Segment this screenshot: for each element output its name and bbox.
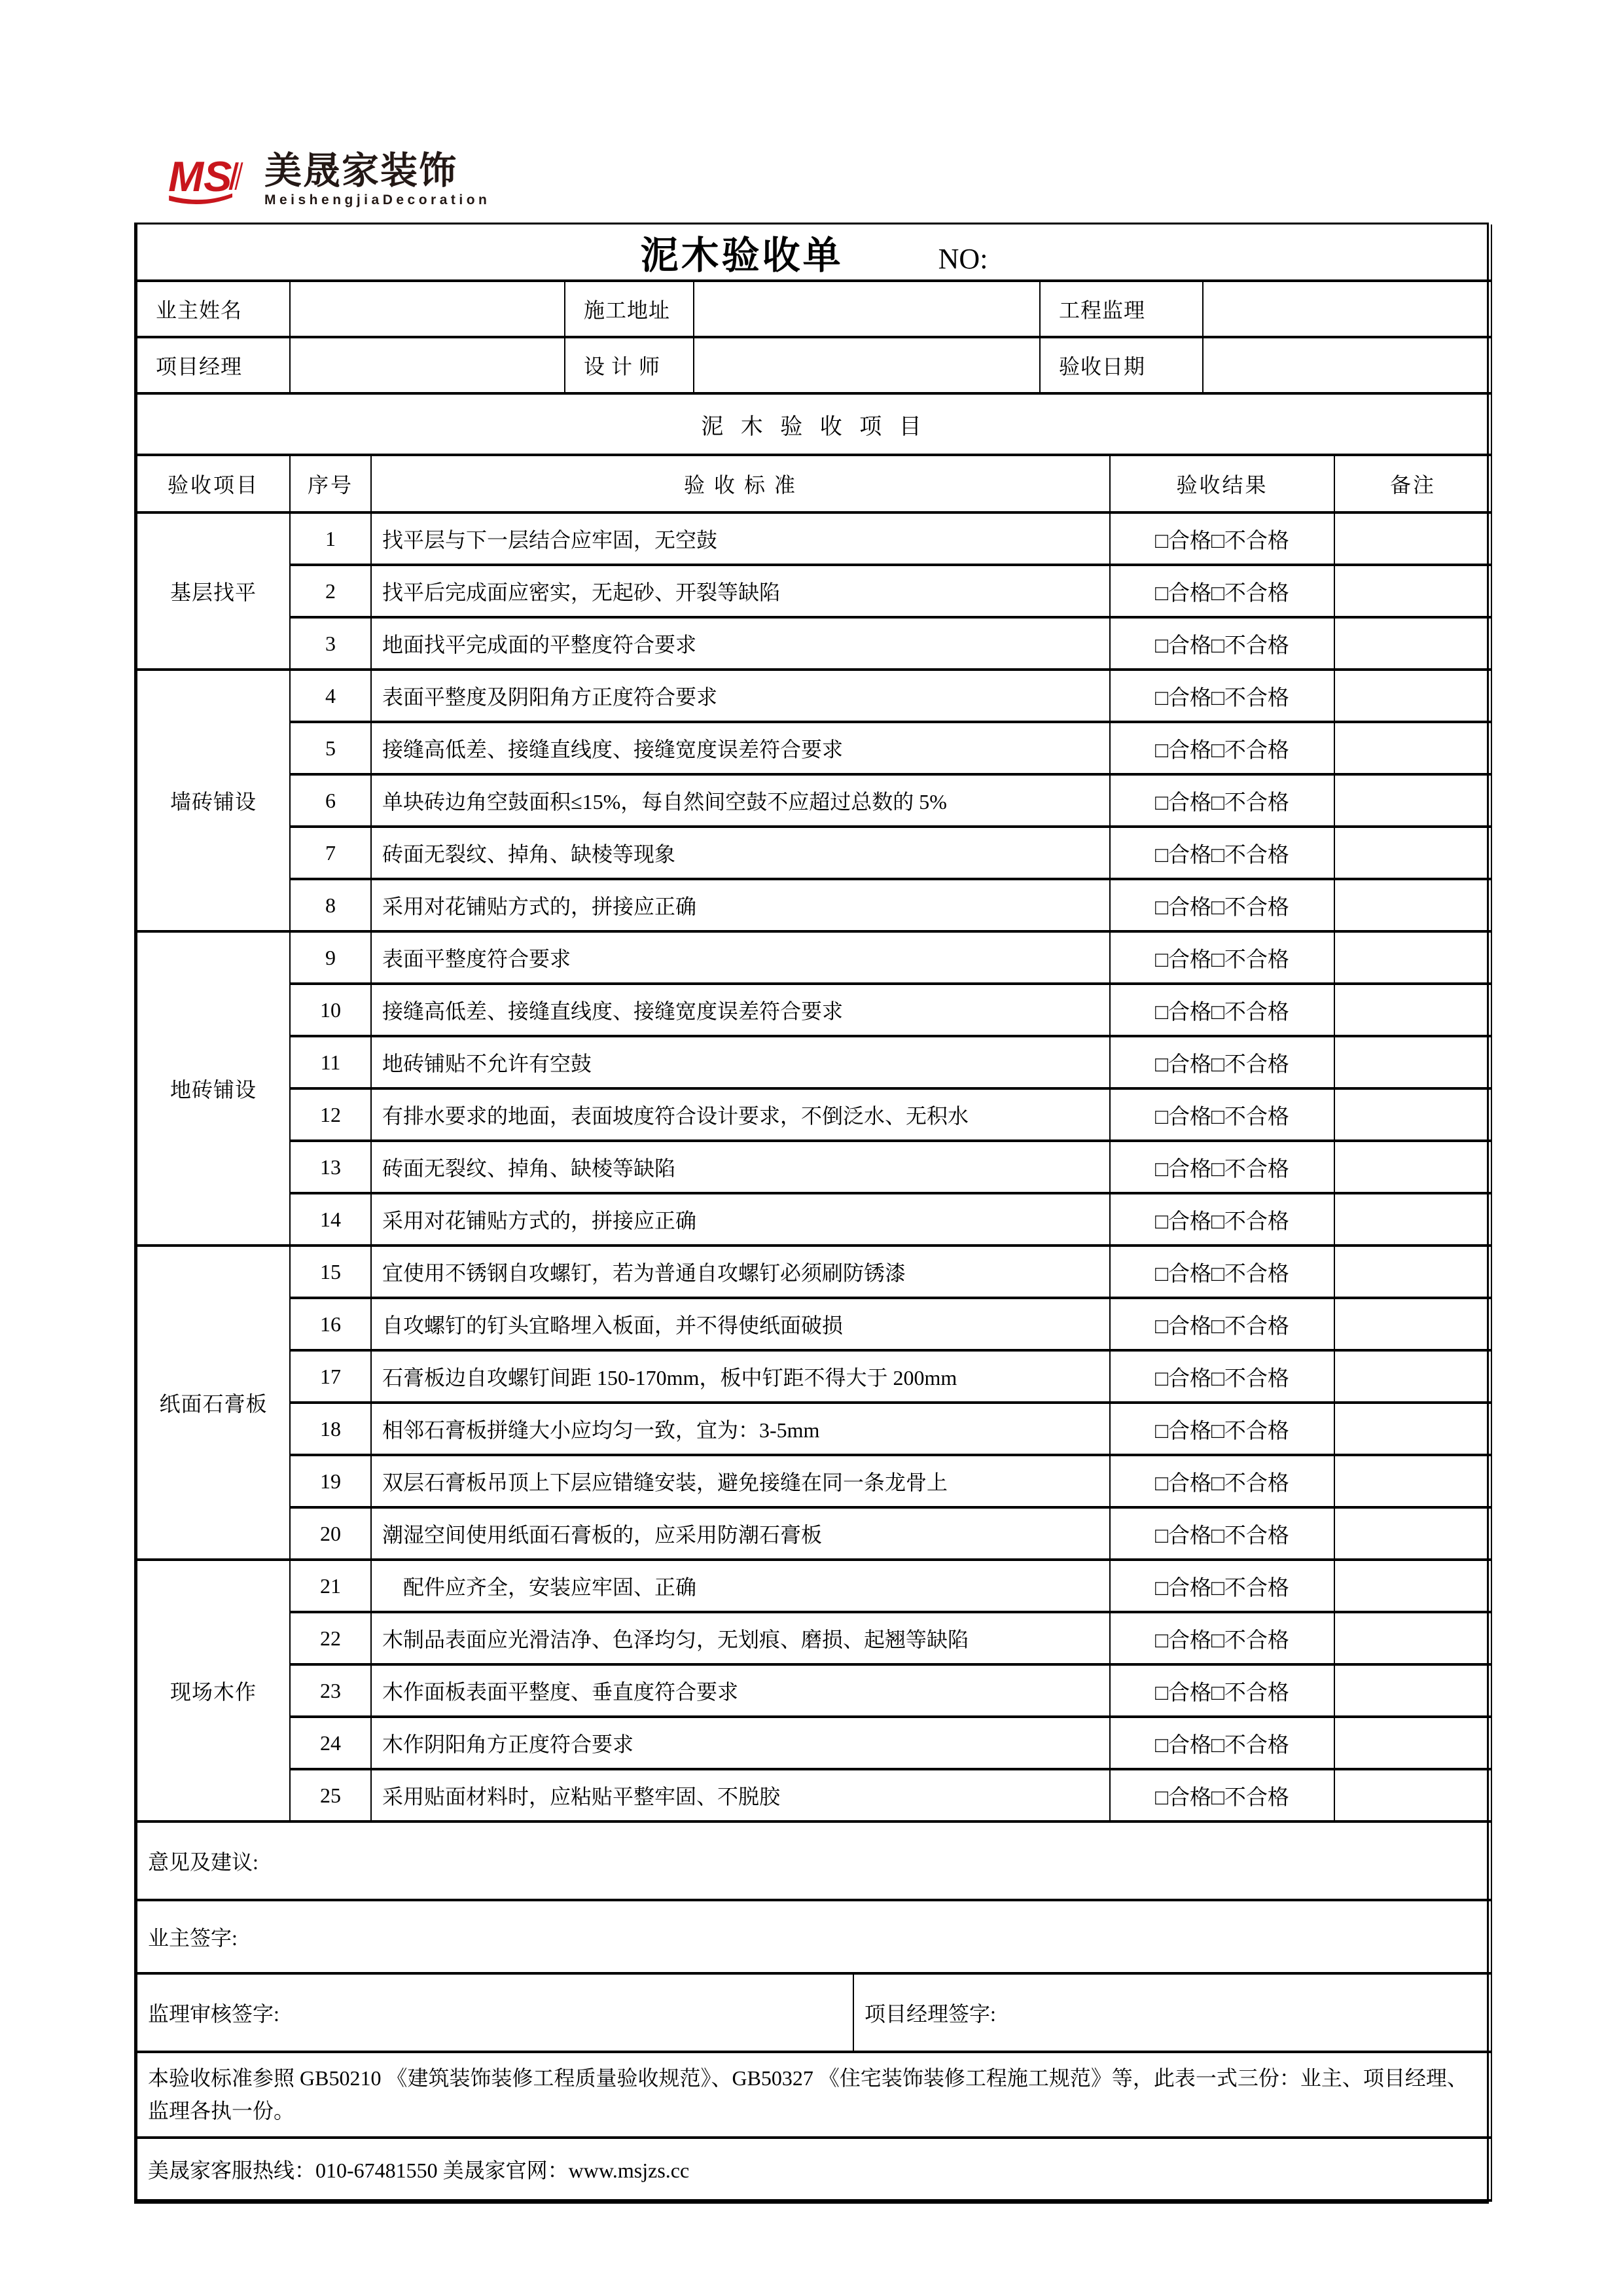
result-options: □合格□不合格 <box>1110 1298 1334 1350</box>
result-options: □合格□不合格 <box>1110 1717 1334 1769</box>
checklist-row <box>137 1246 1491 1298</box>
info-value-cell <box>290 337 565 393</box>
item-number: 2 <box>290 565 371 617</box>
standard-text: 地砖铺贴不允许有空鼓 <box>371 1036 1110 1088</box>
standard-text: 石膏板边自攻螺钉间距 150-170mm，板中钉距不得大于 200mm <box>371 1350 1110 1403</box>
standard-text: 潮湿空间使用纸面石膏板的，应采用防潮石膏板 <box>371 1507 1110 1560</box>
item-number: 18 <box>290 1403 371 1455</box>
remark-cell <box>1334 565 1491 617</box>
standard-text: 采用对花铺贴方式的，拼接应正确 <box>371 879 1110 931</box>
result-options: □合格□不合格 <box>1110 1769 1334 1821</box>
info-value-cell <box>1203 281 1491 337</box>
checklist-row <box>137 1507 1491 1560</box>
checklist-row <box>137 1560 1491 1612</box>
item-number: 22 <box>290 1612 371 1664</box>
section-label: 现场木作 <box>137 1560 290 1821</box>
result-options: □合格□不合格 <box>1110 512 1334 565</box>
col-header-no: 序号 <box>290 455 371 512</box>
result-options: □合格□不合格 <box>1110 1141 1334 1193</box>
item-number: 25 <box>290 1769 371 1821</box>
remark-cell <box>1334 879 1491 931</box>
checklist-row <box>137 1036 1491 1088</box>
standard-text: 单块砖边角空鼓面积≤15%，每自然间空鼓不应超过总数的 5% <box>371 774 1110 827</box>
checklist-row <box>137 722 1491 774</box>
standard-text: 找平后完成面应密实，无起砂、开裂等缺陷 <box>371 565 1110 617</box>
item-number: 4 <box>290 670 371 722</box>
item-number: 7 <box>290 827 371 879</box>
item-number: 9 <box>290 931 371 984</box>
remark-cell <box>1334 827 1491 879</box>
result-options: □合格□不合格 <box>1110 1350 1334 1403</box>
standard-text: 有排水要求的地面，表面坡度符合设计要求，不倒泛水、无积水 <box>371 1088 1110 1141</box>
info-value-cell <box>290 281 565 337</box>
info-label: 施工地址 <box>565 281 694 337</box>
standard-text: 表面平整度及阴阳角方正度符合要求 <box>371 670 1110 722</box>
section-label: 墙砖铺设 <box>137 670 290 931</box>
remark-cell <box>1334 1403 1491 1455</box>
item-number: 20 <box>290 1507 371 1560</box>
result-options: □合格□不合格 <box>1110 879 1334 931</box>
footer-table <box>136 1823 1492 2202</box>
pm-signature-label: 项目经理签字: <box>853 1973 1491 2052</box>
checklist-row <box>137 512 1491 565</box>
form-title: 泥木验收单 <box>640 234 844 277</box>
standard-text: 双层石膏板吊顶上下层应错缝安装，避免接缝在同一条龙骨上 <box>371 1455 1110 1507</box>
remark-cell <box>1334 1298 1491 1350</box>
result-options: □合格□不合格 <box>1110 1193 1334 1246</box>
standard-text: 自攻螺钉的钉头宜略埋入板面，并不得使纸面破损 <box>371 1298 1110 1350</box>
remark-cell <box>1334 1507 1491 1560</box>
result-options: □合格□不合格 <box>1110 827 1334 879</box>
item-number: 1 <box>290 512 371 565</box>
standard-text: 木作面板表面平整度、垂直度符合要求 <box>371 1664 1110 1717</box>
signatures-row <box>137 1973 1491 2052</box>
remark-cell <box>1334 670 1491 722</box>
logo-mark-icon <box>168 147 254 211</box>
item-number: 17 <box>290 1350 371 1403</box>
result-options: □合格□不合格 <box>1110 1246 1334 1298</box>
standard-text: 接缝高低差、接缝直线度、接缝宽度误差符合要求 <box>371 984 1110 1036</box>
reference-note: 本验收标准参照 GB50210 《建筑装饰装修工程质量验收规范》、GB50327 《住宅装饰装修工程施工规范》等，此表一式三份：业主、项目经理、监理各执一份。 <box>137 2052 1491 2138</box>
section-label: 地砖铺设 <box>137 931 290 1246</box>
remark-cell <box>1334 1193 1491 1246</box>
checklist-row <box>137 1298 1491 1350</box>
hotline-row <box>137 2138 1491 2200</box>
info-value-cell <box>694 337 1040 393</box>
remark-cell <box>1334 1246 1491 1298</box>
remark-cell <box>1334 1141 1491 1193</box>
section-banner: 泥 木 验 收 项 目 <box>137 395 1491 455</box>
col-header-standard: 验 收 标 准 <box>371 455 1110 512</box>
info-label: 项目经理 <box>137 337 290 393</box>
result-options: □合格□不合格 <box>1110 1088 1334 1141</box>
remark-cell <box>1334 617 1491 670</box>
item-number: 11 <box>290 1036 371 1088</box>
info-label: 设 计 师 <box>565 337 694 393</box>
item-number: 10 <box>290 984 371 1036</box>
checklist-table <box>136 395 1492 1823</box>
remark-cell <box>1334 931 1491 984</box>
checklist-row <box>137 879 1491 931</box>
standard-text: 表面平整度符合要求 <box>371 931 1110 984</box>
suggestions-label: 意见及建议: <box>137 1823 1491 1900</box>
item-number: 8 <box>290 879 371 931</box>
col-header-remark: 备注 <box>1334 455 1491 512</box>
checklist-row <box>137 1350 1491 1403</box>
title-info-table <box>136 224 1492 395</box>
result-options: □合格□不合格 <box>1110 1507 1334 1560</box>
result-options: □合格□不合格 <box>1110 931 1334 984</box>
info-row <box>137 337 1491 393</box>
owner-signature-row <box>137 1900 1491 1973</box>
standard-text: 相邻石膏板拼缝大小应均匀一致，宜为：3-5mm <box>371 1403 1110 1455</box>
checklist-row <box>137 1455 1491 1507</box>
checklist-row <box>137 1612 1491 1664</box>
svg-text:MS: MS <box>168 152 232 201</box>
checklist-row <box>137 565 1491 617</box>
checklist-row <box>137 1403 1491 1455</box>
item-number: 5 <box>290 722 371 774</box>
result-options: □合格□不合格 <box>1110 722 1334 774</box>
item-number: 14 <box>290 1193 371 1246</box>
company-logo <box>168 145 1623 213</box>
column-header-row <box>137 455 1491 512</box>
remark-cell <box>1334 984 1491 1036</box>
acceptance-form <box>134 223 1489 2204</box>
checklist-row <box>137 1769 1491 1821</box>
supervisor-signature-label: 监理审核签字: <box>137 1973 853 2052</box>
checklist-row <box>137 1141 1491 1193</box>
reference-note-row <box>137 2052 1491 2138</box>
result-options: □合格□不合格 <box>1110 1455 1334 1507</box>
remark-cell <box>1334 1769 1491 1821</box>
checklist-row <box>137 931 1491 984</box>
checklist-row <box>137 670 1491 722</box>
result-options: □合格□不合格 <box>1110 984 1334 1036</box>
remark-cell <box>1334 1717 1491 1769</box>
result-options: □合格□不合格 <box>1110 617 1334 670</box>
standard-text: 接缝高低差、接缝直线度、接缝宽度误差符合要求 <box>371 722 1110 774</box>
info-value-cell <box>1203 337 1491 393</box>
item-number: 6 <box>290 774 371 827</box>
checklist-row <box>137 1088 1491 1141</box>
result-options: □合格□不合格 <box>1110 1560 1334 1612</box>
checklist-row <box>137 774 1491 827</box>
standard-text: 配件应齐全，安装应牢固、正确 <box>371 1560 1110 1612</box>
info-label: 验收日期 <box>1040 337 1203 393</box>
info-row <box>137 281 1491 337</box>
standard-text: 采用贴面材料时，应粘贴平整牢固、不脱胶 <box>371 1769 1110 1821</box>
checklist-row <box>137 827 1491 879</box>
standard-text: 找平层与下一层结合应牢固，无空鼓 <box>371 512 1110 565</box>
result-options: □合格□不合格 <box>1110 565 1334 617</box>
checklist-row <box>137 984 1491 1036</box>
section-banner-row <box>137 395 1491 455</box>
info-label: 业主姓名 <box>137 281 290 337</box>
company-name-en: MeishengjiaDecoration <box>264 192 491 207</box>
standard-text: 砖面无裂纹、掉角、缺棱等现象 <box>371 827 1110 879</box>
info-value-cell <box>694 281 1040 337</box>
standard-text: 地面找平完成面的平整度符合要求 <box>371 617 1110 670</box>
company-name: 美晟家装饰 <box>264 149 457 192</box>
result-options: □合格□不合格 <box>1110 1036 1334 1088</box>
remark-cell <box>1334 1612 1491 1664</box>
section-label: 纸面石膏板 <box>137 1246 290 1560</box>
result-options: □合格□不合格 <box>1110 670 1334 722</box>
standard-text: 木作阴阳角方正度符合要求 <box>371 1717 1110 1769</box>
item-number: 16 <box>290 1298 371 1350</box>
owner-signature-label: 业主签字: <box>137 1900 1491 1973</box>
form-no-label: NO: <box>938 243 988 275</box>
remark-cell <box>1334 1036 1491 1088</box>
remark-cell <box>1334 512 1491 565</box>
checklist-row <box>137 1717 1491 1769</box>
remark-cell <box>1334 1088 1491 1141</box>
standard-text: 木制品表面应光滑洁净、色泽均匀，无划痕、磨损、起翘等缺陷 <box>371 1612 1110 1664</box>
title-row <box>137 224 1491 281</box>
result-options: □合格□不合格 <box>1110 1612 1334 1664</box>
col-header-item: 验收项目 <box>137 455 290 512</box>
remark-cell <box>1334 1350 1491 1403</box>
form-title-cell <box>137 224 1491 281</box>
remark-cell <box>1334 774 1491 827</box>
standard-text: 宜使用不锈钢自攻螺钉，若为普通自攻螺钉必须刷防锈漆 <box>371 1246 1110 1298</box>
col-header-result: 验收结果 <box>1110 455 1334 512</box>
result-options: □合格□不合格 <box>1110 774 1334 827</box>
standard-text: 采用对花铺贴方式的，拼接应正确 <box>371 1193 1110 1246</box>
section-label: 基层找平 <box>137 512 290 670</box>
hotline-text: 美晟家客服热线：010-67481550 美晟家官网：www.msjzs.cc <box>137 2138 1491 2200</box>
checklist-row <box>137 1193 1491 1246</box>
suggestions-row <box>137 1823 1491 1900</box>
item-number: 24 <box>290 1717 371 1769</box>
item-number: 13 <box>290 1141 371 1193</box>
standard-text: 砖面无裂纹、掉角、缺棱等缺陷 <box>371 1141 1110 1193</box>
item-number: 19 <box>290 1455 371 1507</box>
remark-cell <box>1334 1560 1491 1612</box>
info-label: 工程监理 <box>1040 281 1203 337</box>
item-number: 12 <box>290 1088 371 1141</box>
checklist-row <box>137 1664 1491 1717</box>
result-options: □合格□不合格 <box>1110 1664 1334 1717</box>
remark-cell <box>1334 722 1491 774</box>
item-number: 23 <box>290 1664 371 1717</box>
remark-cell <box>1334 1455 1491 1507</box>
remark-cell <box>1334 1664 1491 1717</box>
item-number: 3 <box>290 617 371 670</box>
checklist-row <box>137 617 1491 670</box>
item-number: 21 <box>290 1560 371 1612</box>
result-options: □合格□不合格 <box>1110 1403 1334 1455</box>
item-number: 15 <box>290 1246 371 1298</box>
